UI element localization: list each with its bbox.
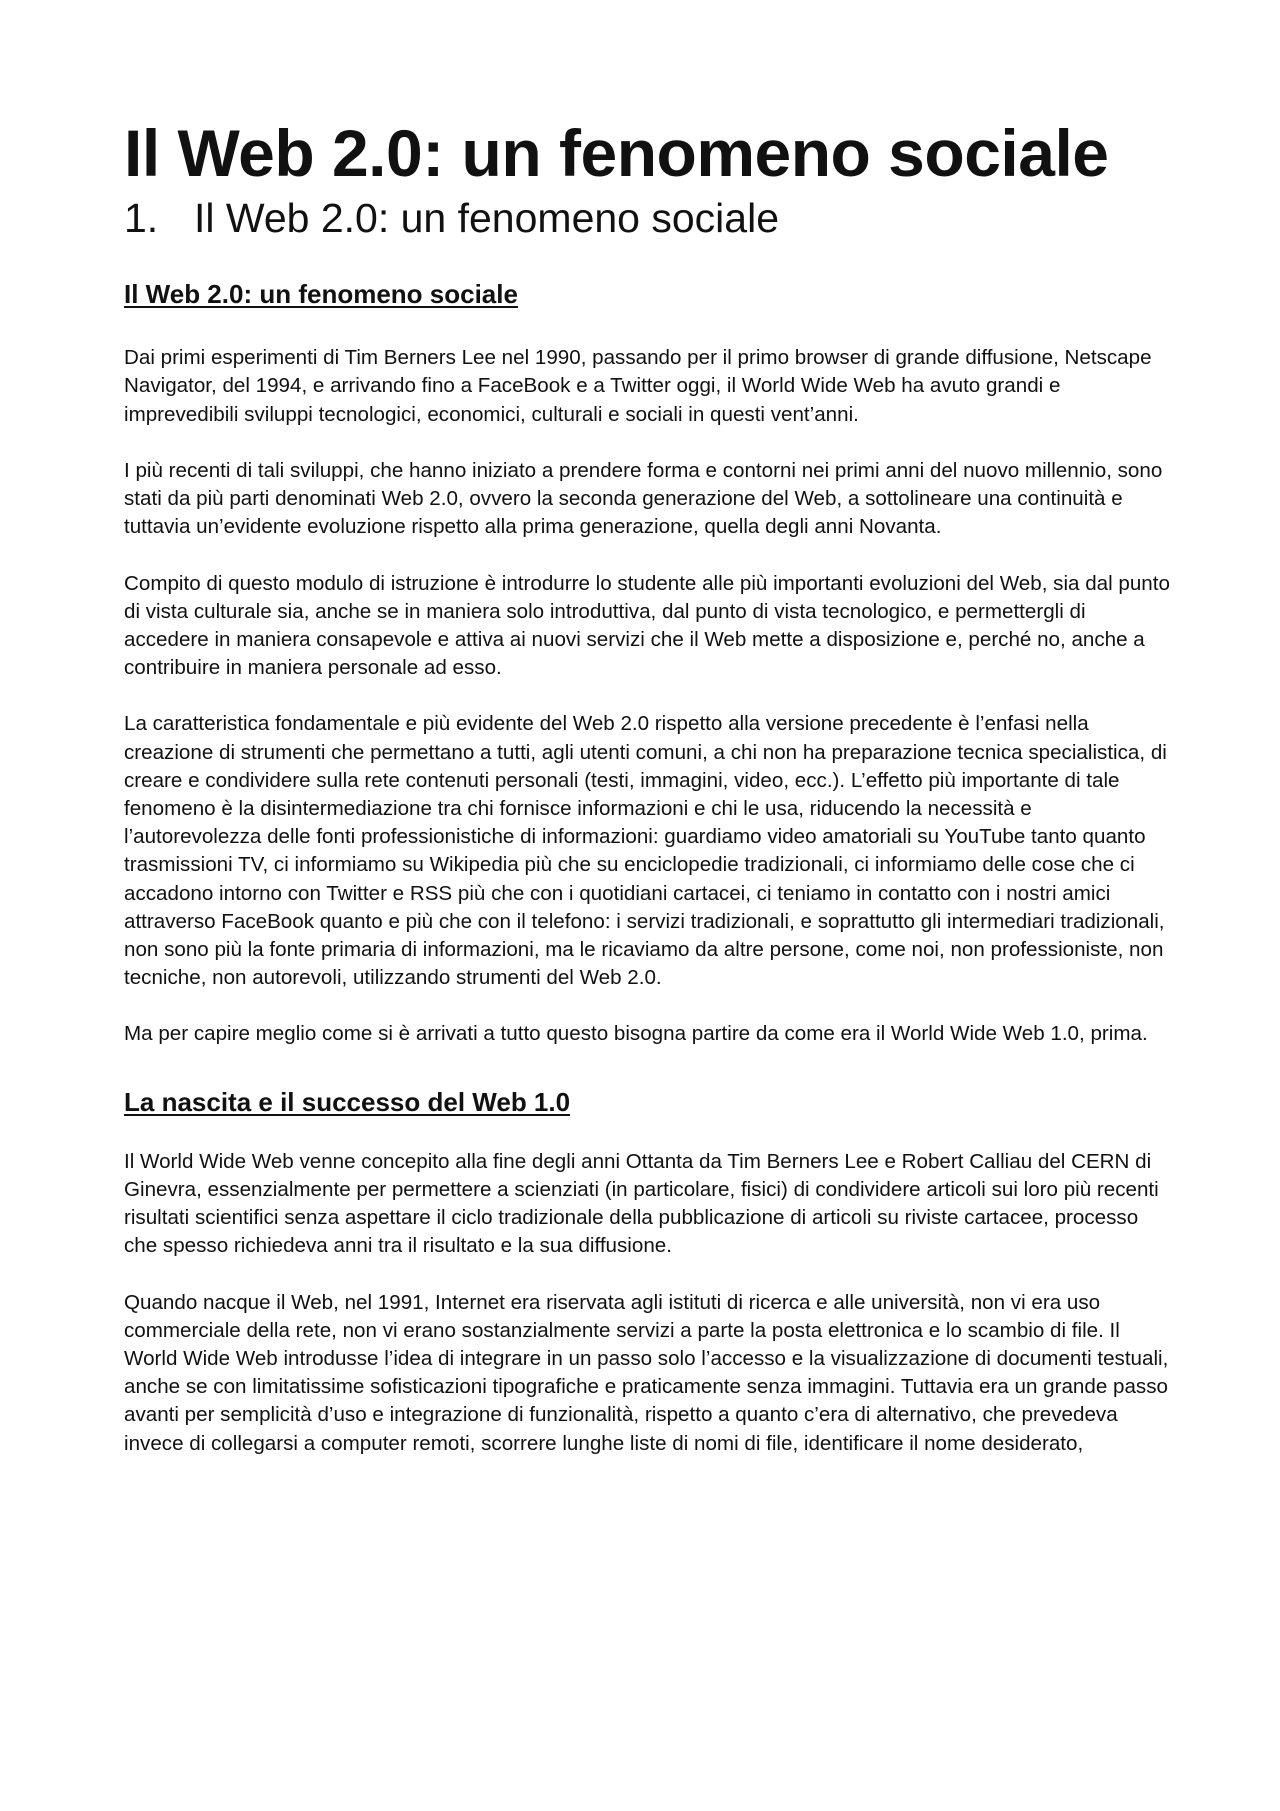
section-number: 1. (124, 195, 159, 241)
paragraph: Il World Wide Web venne concepito alla fine degli anni Ottanta da Tim Berners Lee e Robert Calliau del CERN di Ginevra, essenzialmente per permettere a scienziati (in particolare, fisici) di condividere articoli sui loro più recenti risultati scientifici senza aspettare il ciclo tradizionale della pubblicazione di articoli su riviste cartacee, processo che spesso richiedeva anni tra il risultato e la sua diffusione. (124, 1149, 1159, 1258)
document-page (124, 116, 1174, 1486)
paragraph: Ma per capire meglio come si è arrivati a tutto questo bisogna partire da come era il World Wide Web 1.0, prima. (124, 1022, 1148, 1046)
paragraph: I più recenti di tali sviluppi, che hanno iniziato a prendere forma e contorni nei primi anni del nuovo millennio, sono stati da più parti denominati Web 2.0, ovvero la seconda generazione del Web, a sottolineare una continuità e tuttavia un’evidente evoluzione rispetto alla prima generazione, quella degli anni Novanta. (124, 458, 1163, 539)
subsection-heading-web2: Il Web 2.0: un fenomeno sociale (124, 279, 518, 310)
paragraph: La caratteristica fondamentale e più evidente del Web 2.0 rispetto alla versione precedente è l’enfasi nella creazione di strumenti che permettano a tutti, agli utenti comuni, a chi non ha preparazione tecnica specialistica, di creare e condividere sulla rete contenuti personali (testi, immagini, video, ecc.). L’effetto più importante di tale fenomeno è la disintermediazione tra chi fornisce informazioni e chi le usa, riducendo la necessità e l’autorevolezza delle fonti professionistiche di informazioni: guardiamo video amatoriali su YouTube tanto quanto trasmissioni TV, ci informiamo su Wikipedia più che su enciclopedie tradizionali, ci informiamo delle cose che ci accadono intorno con Twitter e RSS più che con i quotidiani cartacei, ci teniamo in contatto con i nostri amici attraverso FaceBook quanto e più che con il telefono: i servizi tradizionali, e soprattutto gli intermediari tradizionali, non sono più la fonte primaria di informazioni, ma le ricaviamo da altre persone, come noi, non professioniste, non tecniche, non autorevoli, utilizzando strumenti del Web 2.0. (124, 712, 1167, 990)
paragraph: Dai primi esperimenti di Tim Berners Lee nel 1990, passando per il primo browser di grande diffusione, Netscape Navigator, del 1994, e arrivando fino a FaceBook e a Twitter oggi, il World Wide Web ha avuto grandi e imprevedibili sviluppi tecnologici, economici, culturali e sociali in questi vent’anni. (124, 346, 1152, 426)
subsection-heading-web1: La nascita e il successo del Web 1.0 (124, 1086, 571, 1117)
paragraph: Quando nacque il Web, nel 1991, Internet era riservata agli istituti di ricerca e alle università, non vi era uso commerciale della rete, non vi erano sostanzialmente servizi a parte la posta elettronica e lo scambio di file. Il World Wide Web introdusse l’idea di integrare in un passo solo l’accesso e la visualizzazione di documenti testuali, anche se con limitatissime sofisticazioni tipografiche e praticamente senza immagini. Tuttavia era un grande passo avanti per semplicità d’uso e integrazione di funzionalità, rispetto a quanto c’era di alternativo, che prevedeva invece di collegarsi a computer remoti, scorrere lunghe liste di nomi di file, identificare il nome desiderato, (124, 1290, 1169, 1455)
section-title: Il Web 2.0: un fenomeno sociale (194, 195, 779, 241)
paragraph: Compito di questo modulo di istruzione è introdurre lo studente alle più importanti evoluzioni del Web, sia dal punto di vista culturale sia, anche se in maniera solo introduttiva, dal punto di vista tecnologico, e permettergli di accedere in maniera consapevole e attiva ai nuovi servizi che il Web mette a disposizione e, perché no, anche a contribuire in maniera personale ad esso. (124, 571, 1170, 680)
section-heading (124, 196, 1174, 241)
document-title: Il Web 2.0: un fenomeno sociale (124, 116, 1109, 190)
